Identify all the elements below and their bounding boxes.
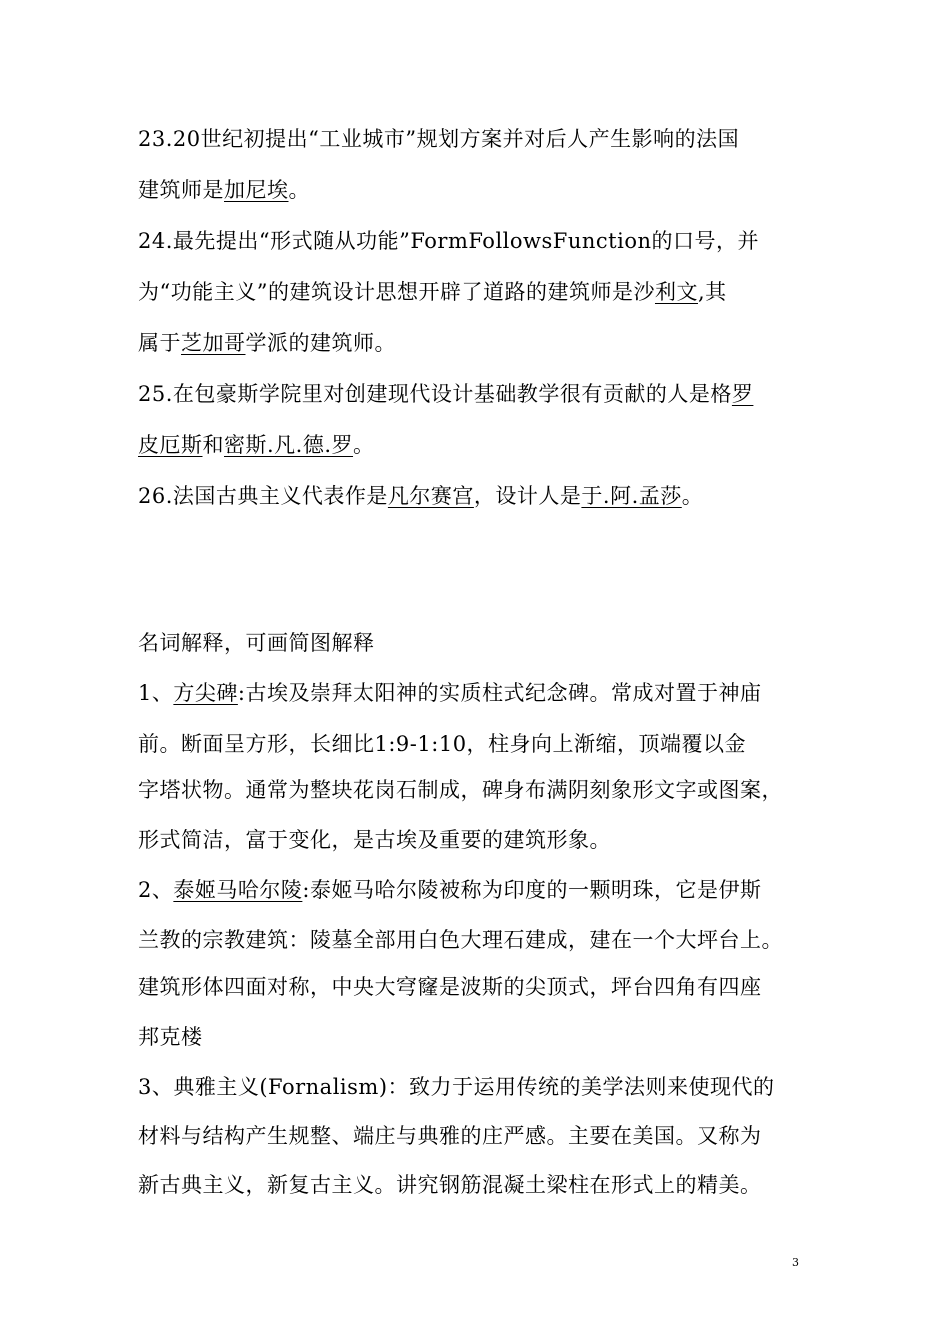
q25-text: 和 — [202, 433, 224, 457]
term-definition: :泰姬马哈尔陵被称为印度的一颗明珠，它是伊斯 — [302, 878, 762, 902]
q26-text: 。 — [681, 484, 704, 508]
q26-answer: 凡尔赛宫 — [387, 484, 474, 508]
q26-answer: 于.阿.孟莎 — [581, 484, 682, 508]
q26-text: ，设计人是 — [473, 484, 582, 508]
term-2-line-4 — [138, 1022, 203, 1052]
q23-line-1 — [138, 124, 739, 154]
term-definition: 字塔状物。通常为整块花岗石制成，碑身布满阴刻象形文字或图案， — [138, 778, 783, 802]
q24-line-1 — [138, 226, 759, 256]
q24-line-3 — [138, 328, 396, 358]
term-3-line-3 — [138, 1170, 762, 1200]
term-definition: 前。断面呈方形，长细比1:9-1:10，柱身向上渐缩，顶端覆以金 — [138, 732, 747, 756]
q23-text: 。 — [288, 178, 310, 202]
term-definition: 邦克楼 — [138, 1025, 203, 1049]
q26-line — [138, 481, 703, 511]
term-1-line-1 — [138, 678, 761, 708]
term-1-line-3 — [138, 775, 783, 805]
q24-text: ,其 — [697, 280, 727, 304]
q25-line-1 — [138, 379, 753, 409]
q25-text: 25.在包豪斯学院里对创建现代设计基础教学很有贡献的人是格 — [138, 382, 732, 406]
q25-answer: 皮厄斯 — [138, 433, 203, 457]
q25-answer: 密斯.凡.德.罗 — [224, 433, 354, 457]
term-definition: 材料与结构产生规整、端庄与典雅的庄严感。主要在美国。又称为 — [138, 1124, 762, 1148]
term-definition: 建筑形体四面对称，中央大穹窿是波斯的尖顶式，坪台四角有四座 — [138, 975, 762, 999]
term-number: 1、 — [138, 681, 174, 705]
q23-text: 23.20世纪初提出“工业城市”规划方案并对后人产生影响的法国 — [138, 127, 740, 151]
term-definition: 形式简洁，富于变化，是古埃及重要的建筑形象。 — [138, 828, 611, 852]
term-1-line-4 — [138, 825, 611, 855]
q25-line-2 — [138, 430, 375, 460]
q24-answer: 利文 — [654, 280, 698, 304]
term-2-line-2 — [138, 925, 783, 955]
term-3-line-1 — [138, 1072, 775, 1102]
term-definition: 新古典主义，新复古主义。讲究钢筋混凝土梁柱在形式上的精美。 — [138, 1173, 762, 1197]
page-number: 3 — [792, 1256, 799, 1269]
term-1-line-2 — [138, 729, 746, 759]
q23-answer: 加尼埃 — [224, 178, 289, 202]
q25-text: 。 — [353, 433, 375, 457]
term-2-line-3 — [138, 972, 762, 1002]
term-3-line-2 — [138, 1121, 762, 1151]
q24-line-2 — [138, 277, 727, 307]
q24-answer: 芝加哥 — [181, 331, 246, 355]
term-definition: 3、典雅主义(Fornalism)：致力于运用传统的美学法则来使现代的 — [138, 1075, 775, 1099]
q23-text: 建筑师是 — [138, 178, 224, 202]
term-definition: 兰教的宗教建筑：陵墓全部用白色大理石建成，建在一个大坪台上。 — [138, 928, 783, 952]
q25-answer: 罗 — [731, 382, 754, 406]
term-name: 泰姬马哈尔陵 — [173, 878, 303, 902]
term-number: 2、 — [138, 878, 174, 902]
term-definition: :古埃及崇拜太阳神的实质柱式纪念碑。常成对置于神庙 — [237, 681, 762, 705]
q26-text: 26.法国古典主义代表作是 — [138, 484, 388, 508]
q24-text: 为“功能主义”的建筑设计思想开辟了道路的建筑师是沙 — [138, 280, 655, 304]
q24-text: 学派的建筑师。 — [245, 331, 396, 355]
q24-text: 24.最先提出“形式随从功能”FormFollowsFunction的口号，并 — [138, 229, 759, 253]
term-2-line-1 — [138, 875, 761, 905]
term-name: 方尖碑 — [173, 681, 238, 705]
q23-line-2 — [138, 175, 310, 205]
section-title — [138, 628, 375, 658]
q24-text: 属于 — [138, 331, 181, 355]
section-title-text: 名词解释，可画简图解释 — [138, 631, 375, 655]
